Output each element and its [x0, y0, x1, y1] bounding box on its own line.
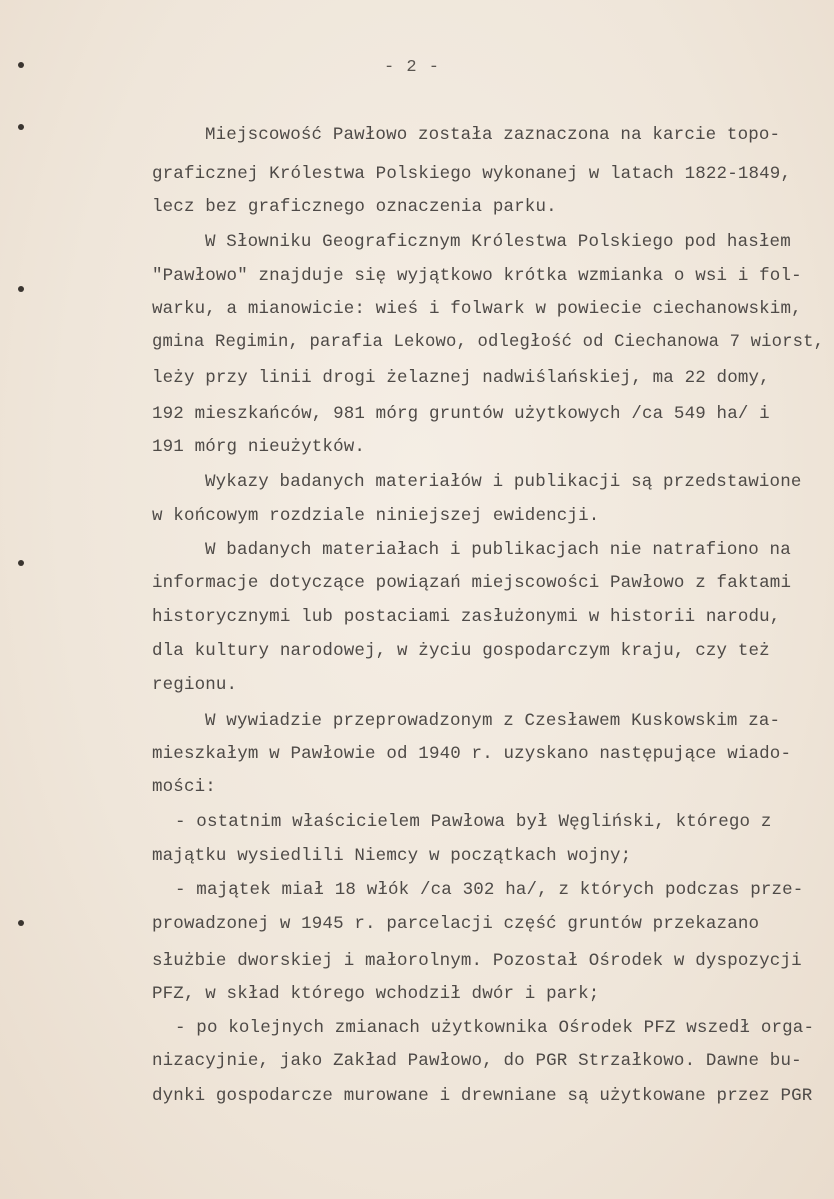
text-line: warku, a mianowicie: wieś i folwark w powiecie ciechanowskim,	[152, 299, 802, 319]
text-line: nizacyjnie, jako Zakład Pawłowo, do PGR Strzałkowo. Dawne bu-	[152, 1051, 802, 1071]
text-line: W wywiadzie przeprowadzonym z Czesławem Kuskowskim za-	[205, 711, 781, 731]
text-line: dla kultury narodowej, w życiu gospodarczym kraju, czy też	[152, 641, 770, 661]
punch-hole-mark	[18, 124, 24, 130]
text-line: dynki gospodarcze murowane i drewniane są użytkowane przez PGR	[152, 1086, 813, 1106]
text-line: 192 mieszkańców, 981 mórg gruntów użytkowych /ca 549 ha/ i	[152, 404, 770, 424]
page-number: - 2 -	[384, 58, 441, 77]
text-line: W badanych materiałach i publikacjach nie natrafiono na	[205, 540, 791, 560]
text-line: regionu.	[152, 675, 238, 695]
punch-hole-mark	[18, 560, 24, 566]
text-line: gmina Regimin, parafia Lekowo, odległość od Ciechanowa 7 wiorst,	[152, 333, 825, 352]
text-line: w końcowym rozdziale niniejszej ewidencji.	[152, 506, 600, 526]
punch-hole-mark	[18, 62, 24, 68]
text-line: "Pawłowo" znajduje się wyjątkowo krótka wzmianka o wsi i fol-	[152, 266, 802, 286]
text-line: prowadzonej w 1945 r. parcelacji część gruntów przekazano	[152, 914, 760, 934]
text-line: - po kolejnych zmianach użytkownika Ośrodek PFZ wszedł orga-	[175, 1018, 815, 1038]
text-line: PFZ, w skład którego wchodził dwór i park;	[152, 984, 600, 1004]
text-line: W Słowniku Geograficznym Królestwa Polskiego pod hasłem	[205, 232, 791, 252]
text-line: graficznej Królestwa Polskiego wykonanej w latach 1822-1849,	[152, 164, 792, 184]
text-line: majątku wysiedlili Niemcy w początkach wojny;	[152, 846, 632, 866]
text-line: - ostatnim właścicielem Pawłowa był Węgliński, którego z	[175, 812, 772, 832]
text-line: informacje dotyczące powiązań miejscowości Pawłowo z faktami	[152, 573, 792, 593]
text-line: lecz bez graficznego oznaczenia parku.	[152, 197, 557, 217]
text-line: 191 mórg nieużytków.	[152, 437, 366, 457]
text-line: leży przy linii drogi żelaznej nadwiślańskiej, ma 22 domy,	[152, 368, 770, 388]
punch-hole-mark	[18, 920, 24, 926]
text-line: mości:	[152, 777, 216, 797]
text-line: służbie dworskiej i małorolnym. Pozostał Ośrodek w dyspozycji	[152, 951, 802, 971]
punch-hole-mark	[18, 286, 24, 292]
text-line: Miejscowość Pawłowo została zaznaczona na karcie topo-	[205, 125, 781, 145]
text-line: mieszkałym w Pawłowie od 1940 r. uzyskano następujące wiado-	[152, 744, 792, 764]
text-line: - majątek miał 18 włók /ca 302 ha/, z których podczas prze-	[175, 880, 804, 900]
text-line: Wykazy badanych materiałów i publikacji są przedstawione	[205, 472, 802, 492]
text-line: historycznymi lub postaciami zasłużonymi w historii narodu,	[152, 607, 781, 627]
